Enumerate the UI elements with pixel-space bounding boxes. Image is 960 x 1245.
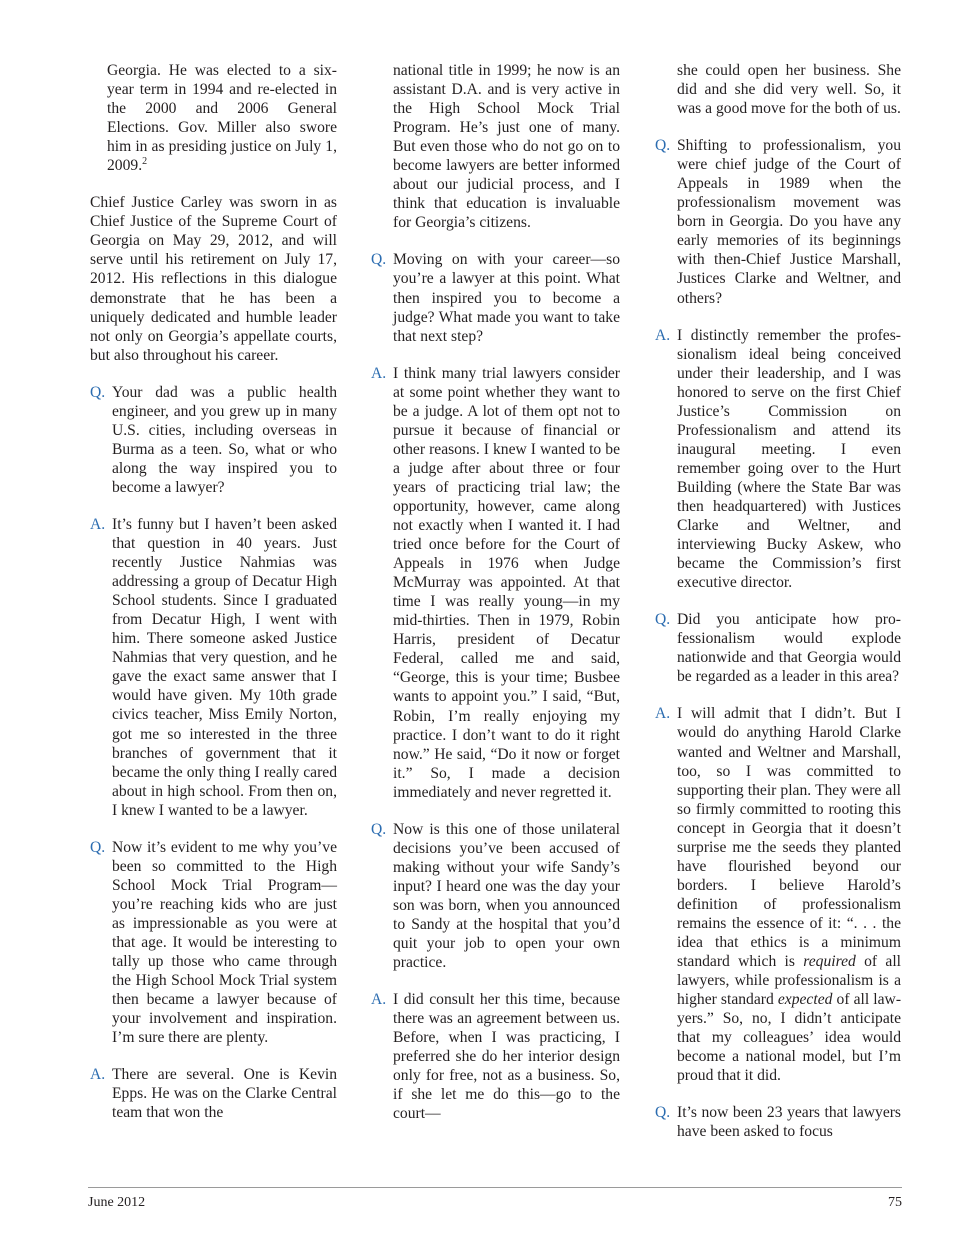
question-label: Q. [371,251,387,269]
question-label: Q. [655,611,671,629]
question-3: Q. Moving on with your career—so you’re a lawyer at this point. What then inspired you to become a judge? What made you want to take that next step? [371,251,620,345]
page-number: 75 [888,1195,902,1210]
answer-5: A. I distinctly remember the professionalism ideal being conceived under their leadership, and I was honored to serve on the first Chief Justice’s Commission on Professionalism and attend its inaugural meeting. I even remember going over to the Hurt Building (where the State Bar was then headquartered) with Justices Clarke and Weltner, and interviewing Bucky Askew, who became the Commission’s first executive director. [655,326,901,592]
answer-label: A. [90,1066,106,1084]
emphasis-expected: expected [777,991,833,1009]
question-5: Q. Shifting to professionalism, you were chief judge of the Court of Appeals in 1989 when the professionalism movement was born in Georgia. Do you have any early memories of its beginnings with then-Chief Justice Marshall, Justices Clarke and Weltner, and others? [655,137,901,307]
question-label: Q. [655,1104,671,1122]
question-label: Q. [90,383,106,401]
footnote-ref[interactable]: 2 [142,156,148,168]
question-2: Q. Now it’s evident to me why you’ve been so committed to the High School Mock Trial Program—you’re reaching kids who are just as impressionable as you were at that age. It would be interesting to tally up those who came through the High School Mock Trial system then became a lawyer because of your involvement and inspiration. I’m sure there are plenty. [90,838,337,1047]
question-label: Q. [655,137,671,155]
question-1: Q. Your dad was a public health engineer, and you grew up in many U.S. cities, including overseas in Burma as a teen. So, what or who along the way inspired you to become a lawyer? [90,383,337,496]
answer-6: A. I will admit that I didn’t. But I would do anything Harold Clarke wanted and Weltner and Marshall, too, so I was committed to supporting their plan. They were all so firmly committed to rooting this concept in Georgia that it doesn’t surprise me the seeds they planted have flourished beyond our borders. I believe Harold’s definition of professionalism remains the essence of it: “. . . the idea that ethics is a minimum standard which is required of all lawyers, while professionalism is a higher standard expected of all lawyers.” So, no, I didn’t anticipate that my colleagues’ idea would become a national model, but I’m proud that it did. [655,705,902,1085]
answer-4: A. I did consult her this time, because there was an agreement between us. Before, when I was practicing, I preferred she do her interior design only for free, not as a business. So, if she let me do this—go to the court— [371,991,620,1123]
question-4: Q. Now is this one of those unilateral decisions you’ve been accused of making without your wife Sandy’s input? I heard one was the day your son was born, when you announced to Sandy at the hospital that you’d quit your job to open your own practice. [371,820,620,972]
question-label: Q. [371,820,387,838]
answer-2: A. There are several. One is Kevin Epps. He was on the Clarke Central team that won the [90,1066,337,1122]
column-3 [655,61,901,1159]
emphasis-required: required [803,953,856,971]
question-6: Q. Did you anticipate how professionalism would explode nationwide and that Georgia would be regarded as a leader in this area? [655,611,901,686]
answer-label: A. [90,515,106,533]
question-label: Q. [90,838,106,856]
intro-paragraph-2: Chief Justice Carley was sworn in as Chief Justice of the Supreme Court of Georgia on May 29, 2012, and will serve until his retirement on July 17, 2012. His reflections in this dialogue demonstrate that he has been a uniquely dedicated and humble leader not only on Georgia’s appellate courts, but also throughout his career. [90,194,337,364]
answer-label: A. [655,326,671,344]
intro-paragraph-1: Georgia. He was elected to a six-year term in 1994 and re-elected in the 2000 and 2006 General Elections. Gov. Miller also swore him in as presiding justice on July 1, 2009.$^2$ [107,62,337,175]
answer-label: A. [371,991,387,1009]
footer-rule [88,1187,902,1188]
column-1 [90,61,337,1140]
answer-1: A. It’s funny but I haven’t been asked that question in 40 years. Just recently Justice Nahmias was addressing a group of Decatur High School students. Since I graduated from Decatur High, I went with him. There someone asked Justice Nahmias that very question, and he gave the exact same answer that I would have given. My 10th grade civics teacher, Miss Emily Norton, got me so interested in the three branches of government that it became the only thing I really cared about in high school. From then on, I knew I wanted to be a lawyer. [90,515,337,819]
column-2 [371,61,620,1141]
answer-3: A. I think many trial lawyers consider at some point whether they want to be a judge. A lot of them opt not to pursue it because of financial or other reasons. I knew I wanted to be a judge after about three or four years of practicing trial law; the opportunity, however, came along not exactly when I wanted it. I had tried once before for the Court of Appeals in 1976 when Judge McMurray was appointed. At that time I was really young—in my mid-thirties. Then in 1979, Robin Harris, president of Decatur Federal, called me and said, “George, this is your time; Busbee wants to appoint you.” I said, “But, Robin, I’m really enjoying my practice. I don’t want to do it right now.” He said, “Do it now or forget it.” So, I made a decision immediately and never regretted it. [371,364,620,801]
answer-label: A. [371,364,387,382]
footer-date: June 2012 [88,1195,146,1210]
answer-4-continued: she could open her business. She did and she did very well. So, it was a good move for the both of us. [677,62,901,118]
answer-2-continued: national title in 1999; he now is an assistant D.A. and is very active in the High School Mock Trial Program. He’s just one of many. But even those who do not go on to become lawyers are better informed about our judicial process, and I think that education is invaluable for Georgia’s citizens. [393,62,620,232]
question-7: Q. It’s now been 23 years that lawyers have been asked to focus [655,1104,901,1141]
answer-label: A. [655,705,671,723]
